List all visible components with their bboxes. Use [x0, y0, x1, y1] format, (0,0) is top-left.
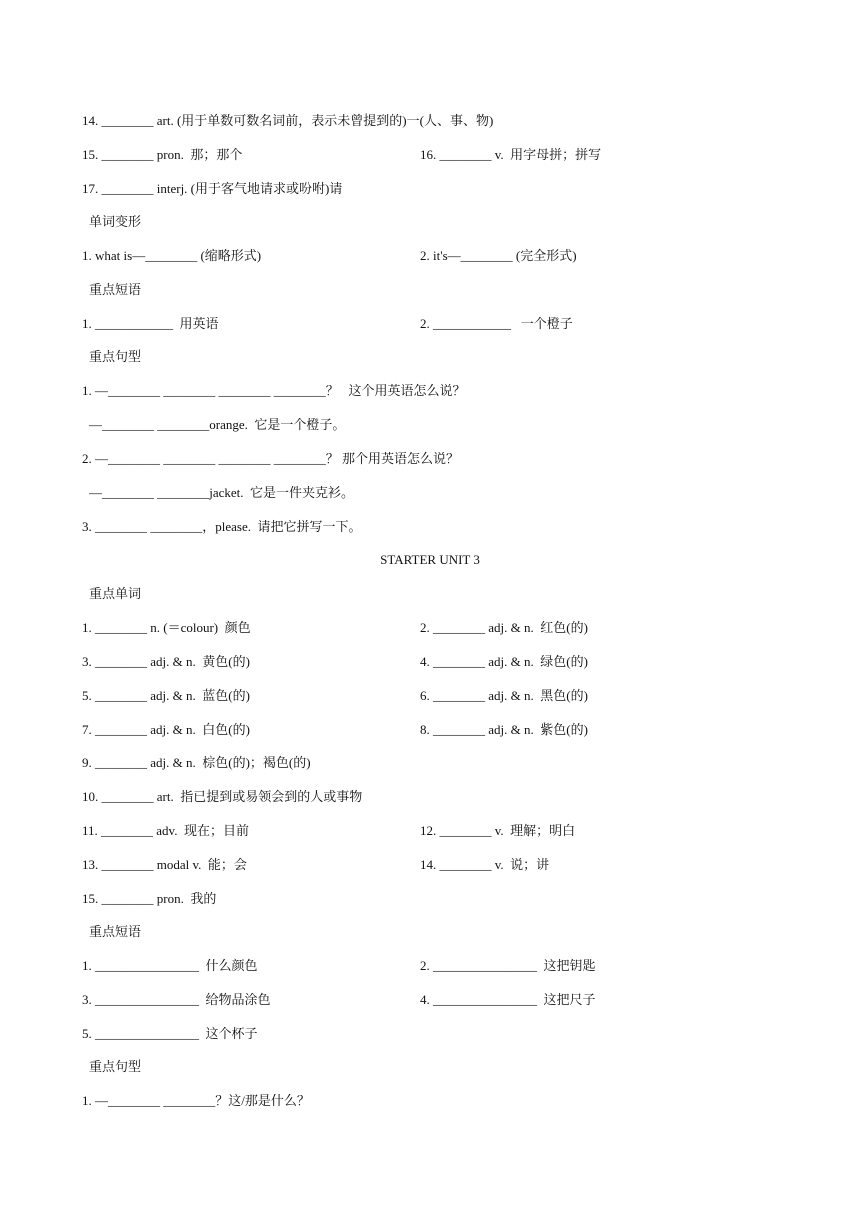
word-form-item-1: 1. what is—________ (缩略形式) — [82, 248, 262, 263]
vocab-item-17: 17. ________ interj. (用于客气地请求或吩咐)请 — [82, 181, 343, 196]
key-phrase-item-2: 2. ________________ 这把钥匙 — [420, 958, 596, 973]
sentence-item-1-answer: —________ ________orange. 它是一个橙子。 — [89, 417, 346, 432]
key-word-item-5: 5. ________ adj. & n. 蓝色(的) — [82, 688, 250, 703]
key-word-item-13: 13. ________ modal v. 能；会 — [82, 857, 247, 872]
sentence-item-1: 1. —________ ________ ________ ________？ 这个用英语怎么说？ — [82, 383, 466, 398]
key-word-item-12: 12. ________ v. 理解；明白 — [420, 823, 576, 838]
phrase-item-2: 2. ____________ 一个橙子 — [420, 316, 573, 331]
vocab-item-16: 16. ________ v. 用字母拼；拼写 — [420, 147, 602, 162]
section-heading-sentences: 重点句型 — [89, 349, 142, 364]
section-heading-key-sentences: 重点句型 — [89, 1059, 142, 1074]
key-word-item-1: 1. ________ n. (＝colour) 颜色 — [82, 620, 251, 635]
word-form-item-2: 2. it's—________ (完全形式) — [420, 248, 577, 263]
key-phrase-item-4: 4. ________________ 这把尺子 — [420, 992, 596, 1007]
section-heading-key-phrases: 重点短语 — [89, 924, 142, 939]
key-word-item-3: 3. ________ adj. & n. 黄色(的) — [82, 654, 250, 669]
section-heading-key-words: 重点单词 — [89, 586, 142, 601]
key-word-item-6: 6. ________ adj. & n. 黑色(的) — [420, 688, 588, 703]
key-word-item-2: 2. ________ adj. & n. 红色(的) — [420, 620, 588, 635]
section-heading-word-forms: 单词变形 — [89, 214, 142, 229]
key-phrase-item-3: 3. ________________ 给物品涂色 — [82, 992, 271, 1007]
key-phrase-item-1: 1. ________________ 什么颜色 — [82, 958, 258, 973]
sentence-item-2: 2. —________ ________ ________ ________？ 那个用英语怎么说？ — [82, 451, 460, 466]
vocab-item-15: 15. ________ pron. 那；那个 — [82, 147, 243, 162]
key-word-item-15: 15. ________ pron. 我的 — [82, 891, 217, 906]
vocab-item-14: 14. ________ art. (用于单数可数名词前，表示未曾提到的)一(人、事、物) — [82, 113, 494, 128]
sentence-item-2-answer: —________ ________jacket. 它是一件夹克衫。 — [89, 485, 355, 500]
section-heading-phrases: 重点短语 — [89, 282, 142, 297]
unit-title: STARTER UNIT 3 — [380, 552, 480, 567]
key-word-item-10: 10. ________ art. 指已提到或易领会到的人或事物 — [82, 789, 363, 804]
sentence-item-3: 3. ________ ________，please. 请把它拼写一下。 — [82, 519, 362, 534]
key-phrase-item-5: 5. ________________ 这个杯子 — [82, 1026, 258, 1041]
key-sentence-item-1: 1. —________ ________？这/那是什么？ — [82, 1093, 310, 1108]
key-word-item-14: 14. ________ v. 说；讲 — [420, 857, 550, 872]
key-word-item-8: 8. ________ adj. & n. 紫色(的) — [420, 722, 588, 737]
key-word-item-9: 9. ________ adj. & n. 棕色(的)；褐色(的) — [82, 755, 311, 770]
key-word-item-4: 4. ________ adj. & n. 绿色(的) — [420, 654, 588, 669]
key-word-item-11: 11. ________ adv. 现在；目前 — [82, 823, 249, 838]
phrase-item-1: 1. ____________ 用英语 — [82, 316, 219, 331]
key-word-item-7: 7. ________ adj. & n. 白色(的) — [82, 722, 250, 737]
